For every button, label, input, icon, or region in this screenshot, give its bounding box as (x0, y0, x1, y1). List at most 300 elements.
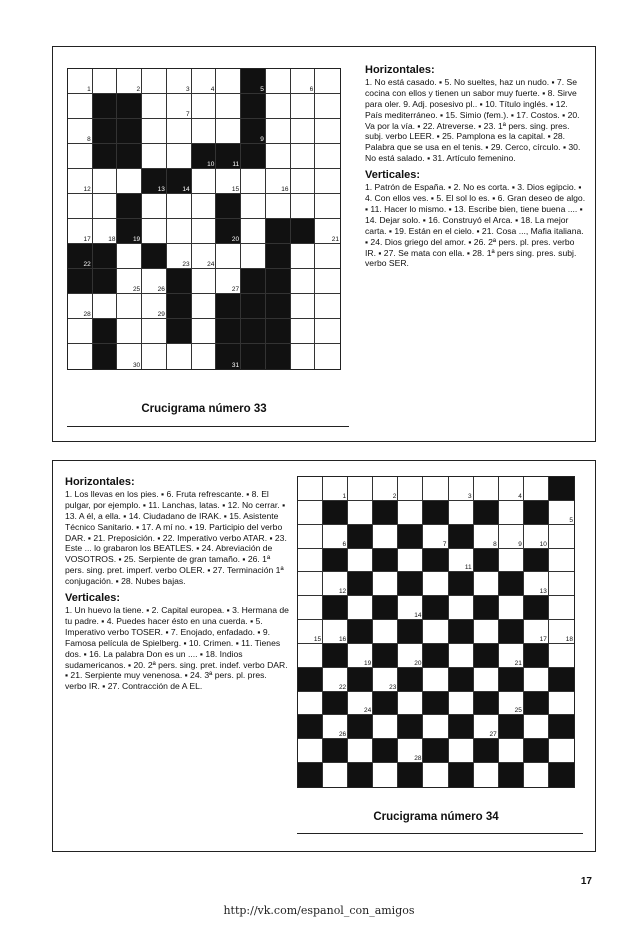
grid-cell[interactable] (524, 525, 549, 549)
clue-number: 2 (136, 86, 141, 93)
grid-cell-black (549, 668, 574, 692)
grid-cell-black (68, 269, 93, 294)
grid-cell-black (167, 169, 192, 194)
grid-cell[interactable] (474, 572, 499, 596)
clue-number: 9 (518, 540, 522, 548)
grid-cell-black (348, 525, 373, 549)
grid-cell-black (474, 596, 499, 620)
grid-cell[interactable] (398, 644, 423, 668)
grid-cell[interactable] (323, 715, 348, 739)
grid-cell[interactable] (142, 69, 167, 94)
footer-url: http://vk.com/espanol_con_amigos (223, 904, 415, 917)
grid-cell-black (474, 692, 499, 716)
grid-cell[interactable] (68, 69, 93, 94)
grid-cell[interactable] (93, 194, 118, 219)
grid-cell-black (499, 763, 524, 787)
grid-cell[interactable] (499, 549, 524, 573)
grid-cell[interactable] (266, 119, 291, 144)
grid-cell[interactable] (524, 620, 549, 644)
grid-cell-black (93, 119, 118, 144)
grid-cell[interactable] (192, 269, 217, 294)
grid-cell[interactable] (348, 477, 373, 501)
grid-cell-black (373, 739, 398, 763)
grid-cell-black (348, 668, 373, 692)
grid-cell[interactable] (423, 763, 448, 787)
grid-cell[interactable] (298, 477, 323, 501)
grid-cell[interactable] (298, 692, 323, 716)
grid-cell[interactable] (315, 94, 340, 119)
grid-cell[interactable] (266, 144, 291, 169)
grid-cell-black (524, 644, 549, 668)
grid-cell[interactable] (449, 644, 474, 668)
clue-number: 24 (364, 707, 372, 715)
grid-cell[interactable] (117, 269, 142, 294)
grid-cell[interactable] (93, 69, 118, 94)
grid-cell[interactable] (117, 294, 142, 319)
grid-cell[interactable] (291, 94, 316, 119)
grid-cell[interactable] (499, 477, 524, 501)
grid-cell[interactable] (315, 119, 340, 144)
clue-number: 24 (207, 261, 215, 268)
grid-cell-black (167, 269, 192, 294)
grid-cell-black (298, 668, 323, 692)
grid-cell[interactable] (93, 169, 118, 194)
grid-cell[interactable] (68, 144, 93, 169)
grid-cell[interactable] (549, 501, 574, 525)
horizontales-heading: Horizontales: (65, 476, 135, 488)
grid-cell[interactable] (474, 525, 499, 549)
grid-cell[interactable] (323, 668, 348, 692)
grid-cell[interactable] (449, 692, 474, 716)
grid-cell[interactable] (291, 319, 316, 344)
grid-cell-black (398, 620, 423, 644)
grid-cell[interactable] (192, 344, 217, 369)
clue-number: 17 (83, 236, 91, 243)
grid-cell[interactable] (298, 644, 323, 668)
clue-number: 29 (157, 311, 165, 318)
grid-cell[interactable] (192, 194, 217, 219)
grid-cell-black (423, 692, 448, 716)
grid-cell[interactable] (216, 119, 241, 144)
grid-cell[interactable] (449, 477, 474, 501)
grid-cell-black (398, 525, 423, 549)
grid-cell-black (266, 219, 291, 244)
clue-number: 27 (489, 731, 497, 739)
clue-number: 8 (87, 136, 91, 143)
grid-cell[interactable] (398, 549, 423, 573)
clue-number: 2 (392, 492, 397, 500)
grid-cell[interactable] (192, 219, 217, 244)
grid-cell-black (241, 69, 266, 94)
verticales-clues: 1. Patrón de España. ▪ 2. No es corta. ▪ 3. Dios egipcio. ▪ 4. Con ellos ves. ▪ 5. El sol lo es. ▪ 6. Gran deseo de algo. ▪ 11. Hacer lo mismo. ▪ 13. Escribe bien, tiene buena .... ▪ 14. Dejar solo. ▪ 16. Construyó el Arca. ▪ 18. La mejor carta. ▪ 19. Están en el cielo. ▪ 21. Cosa ..., Mafia italiana. ▪ 24. Dios griego del amor. ▪ 26. 2ª pers. pl. pres. verbo IR. ▪ 27. Se mata con ella. ▪ 28. 1ª pers sing. pres. subj. verbo SER. (365, 182, 586, 269)
grid-cell[interactable] (68, 194, 93, 219)
grid-cell-black (549, 715, 574, 739)
grid-cell-black (241, 319, 266, 344)
grid-cell[interactable] (549, 739, 574, 763)
horizontales-clues: 1. Los llevas en los pies. ▪ 6. Fruta refrescante. ▪ 8. El pulgar, por ejemplo. ▪ 11. Lanchas, latas. ▪ 12. No cerrar. ▪ 13. A él, a ella. ▪ 14. Ciudadano de IRAK. ▪ 15. Asistente Técnico Sanitario. ▪ 17. A mí no. ▪ 19. Participio del verbo DAR. ▪ 21. Preposición. ▪ 22. Imperativo verbo ATAR. ▪ 23. Este ... lo grabaron los BEATLES. ▪ 24. Abreviación de VOSOTROS. ▪ 25. Serpiente de gran tamaño. ▪ 26. 1ª pers. sing. pret. imperf. verbo OLER. ▪ 27. Terminación 1ª conjugación. ▪ 28. Nubes bajas. (65, 488, 287, 587)
clue-number: 6 (342, 540, 347, 548)
grid-cell-black (167, 319, 192, 344)
grid-cell[interactable] (524, 715, 549, 739)
grid-cell[interactable] (192, 169, 217, 194)
grid-cell[interactable] (315, 294, 340, 319)
grid-cell[interactable] (117, 319, 142, 344)
grid-cell[interactable] (167, 119, 192, 144)
clue-number: 14 (182, 186, 190, 193)
clue-number: 31 (231, 362, 240, 369)
grid-cell[interactable] (549, 572, 574, 596)
grid-cell-black (117, 219, 142, 244)
grid-cell[interactable] (291, 294, 316, 319)
crossword-33-clues (365, 65, 587, 275)
grid-cell[interactable] (315, 269, 340, 294)
grid-cell[interactable] (291, 144, 316, 169)
grid-cell-black (474, 549, 499, 573)
grid-cell[interactable] (142, 319, 167, 344)
grid-cell-black (524, 596, 549, 620)
grid-cell-black (266, 294, 291, 319)
grid-cell[interactable] (423, 572, 448, 596)
grid-cell[interactable] (398, 477, 423, 501)
grid-cell[interactable] (348, 644, 373, 668)
grid-cell[interactable] (323, 763, 348, 787)
grid-cell[interactable] (167, 244, 192, 269)
grid-cell[interactable] (291, 244, 316, 269)
grid-cell[interactable] (315, 344, 340, 369)
grid-cell[interactable] (241, 169, 266, 194)
grid-cell[interactable] (167, 219, 192, 244)
grid-cell[interactable] (449, 739, 474, 763)
grid-cell[interactable] (373, 477, 398, 501)
grid-cell[interactable] (373, 525, 398, 549)
crossword-34-grid (297, 476, 575, 788)
clue-number: 12 (338, 588, 347, 596)
grid-cell[interactable] (348, 692, 373, 716)
clue-number: 21 (514, 659, 522, 667)
grid-cell-black (323, 596, 348, 620)
clue-number: 18 (108, 236, 116, 243)
grid-cell[interactable] (348, 501, 373, 525)
grid-cell[interactable] (315, 144, 340, 169)
verticales-clues: 1. Un huevo la tiene. ▪ 2. Capital europea. ▪ 3. Hermana de tu padre. ▪ 4. Puedes hacer ésto en una cuerda. ▪ 5. Imperativo verbo TOSER. ▪ 7. Enojado, enfadado. ▪ 9. Famosa película de Spielberg. ▪ 10. Crimen. ▪ 11. Tienes dos. ▪ 16. La palabra Don es un .... ▪ 18. Indios sudamericanos. ▪ 20. 2ª pers. sing. pret. indef. verbo DAR. ▪ 21. Serpiente muy venenosa. ▪ 24. 3ª pers. pl. pres. verbo IR. ▪ 27. Contracción de A EL. (65, 604, 289, 692)
grid-cell[interactable] (167, 94, 192, 119)
grid-cell[interactable] (291, 344, 316, 369)
grid-cell-black (298, 715, 323, 739)
grid-cell[interactable] (499, 692, 524, 716)
grid-cell[interactable] (323, 572, 348, 596)
verticales-heading: Verticales: (365, 169, 421, 182)
clue-number: 18 (565, 635, 573, 643)
grid-cell[interactable] (499, 525, 524, 549)
horizontales-clues: 1. No está casado. ▪ 5. No sueltes, haz un nudo. ▪ 7. Se cocina con ellos y tienen un sabor muy fuerte. ▪ 8. Sirve para oler. 9. Adj. posesivo pl.. ▪ 10. Título inglés. ▪ 12. País mediterráneo. ▪ 15. Simio (fem.). ▪ 17. Costos. ▪ 20. Va por la vía. ▪ 22. Atreverse. ▪ 23. 1ª pers. sing. pres. subj. verbo LEER. ▪ 25. Pamplona es la capital. ▪ 28. Palabra que se usa en el tenis. ▪ 29. Cerco, círculo. ▪ 30. No está salado. ▪ 31. Artículo femenino. (365, 76, 581, 164)
caption-rule (297, 833, 583, 834)
grid-cell[interactable] (524, 572, 549, 596)
grid-cell-black (449, 763, 474, 787)
grid-cell[interactable] (323, 620, 348, 644)
clue-number: 8 (493, 540, 497, 548)
grid-cell[interactable] (373, 715, 398, 739)
grid-cell[interactable] (549, 525, 574, 549)
horizontales-heading: Horizontales: (365, 64, 435, 76)
grid-cell[interactable] (549, 620, 574, 644)
grid-cell-black (93, 94, 118, 119)
clue-number: 23 (182, 261, 190, 268)
crossword-33-caption: Crucigrama número 33 (141, 403, 267, 415)
grid-cell[interactable] (499, 739, 524, 763)
grid-cell-black (499, 715, 524, 739)
grid-cell-black (266, 344, 291, 369)
grid-cell[interactable] (474, 763, 499, 787)
grid-cell[interactable] (142, 219, 167, 244)
grid-cell-black (449, 525, 474, 549)
grid-cell[interactable] (117, 244, 142, 269)
grid-cell-black (241, 144, 266, 169)
grid-cell[interactable] (192, 294, 217, 319)
grid-cell[interactable] (524, 477, 549, 501)
clue-number: 9 (260, 136, 264, 143)
grid-cell[interactable] (291, 119, 316, 144)
grid-cell[interactable] (474, 715, 499, 739)
grid-cell-black (93, 244, 118, 269)
grid-cell[interactable] (315, 244, 340, 269)
grid-cell[interactable] (266, 194, 291, 219)
clue-number: 11 (464, 564, 472, 572)
grid-cell[interactable] (298, 572, 323, 596)
grid-cell[interactable] (398, 596, 423, 620)
grid-cell-black (241, 119, 266, 144)
grid-cell-black (241, 294, 266, 319)
clue-number: 17 (539, 635, 547, 643)
grid-cell-black (423, 644, 448, 668)
grid-cell[interactable] (423, 715, 448, 739)
grid-cell-black (398, 715, 423, 739)
grid-cell-black (474, 501, 499, 525)
clue-number: 4 (210, 86, 215, 93)
grid-cell[interactable] (216, 94, 241, 119)
grid-cell[interactable] (266, 169, 291, 194)
page-number: 17 (580, 876, 592, 887)
grid-cell-black (474, 739, 499, 763)
grid-cell[interactable] (549, 644, 574, 668)
grid-cell[interactable] (68, 294, 93, 319)
grid-cell[interactable] (291, 69, 316, 94)
grid-cell-black (373, 501, 398, 525)
clue-number: 15 (231, 186, 240, 193)
grid-cell[interactable] (192, 94, 217, 119)
grid-cell[interactable] (423, 525, 448, 549)
crossword-33-grid (67, 68, 341, 370)
grid-cell[interactable] (474, 477, 499, 501)
grid-cell[interactable] (315, 69, 340, 94)
caption-rule (67, 426, 349, 427)
grid-cell[interactable] (398, 501, 423, 525)
clue-number: 13 (539, 588, 547, 596)
clue-number: 19 (364, 659, 372, 667)
clue-number: 28 (414, 755, 422, 763)
grid-cell-black (373, 644, 398, 668)
grid-cell-black (348, 620, 373, 644)
grid-cell[interactable] (348, 739, 373, 763)
grid-cell[interactable] (298, 549, 323, 573)
grid-cell[interactable] (117, 69, 142, 94)
grid-cell[interactable] (68, 169, 93, 194)
grid-cell[interactable] (192, 69, 217, 94)
grid-cell[interactable] (423, 668, 448, 692)
grid-cell-black (241, 94, 266, 119)
grid-cell[interactable] (449, 549, 474, 573)
grid-cell-black (524, 549, 549, 573)
grid-cell-black (93, 319, 118, 344)
grid-cell[interactable] (241, 244, 266, 269)
grid-cell[interactable] (216, 69, 241, 94)
clue-number: 28 (83, 311, 91, 318)
grid-cell[interactable] (298, 525, 323, 549)
crossword-34-caption: Crucigrama número 34 (373, 811, 499, 823)
grid-cell[interactable] (291, 269, 316, 294)
clue-number: 5 (260, 86, 264, 93)
grid-cell[interactable] (474, 668, 499, 692)
grid-cell[interactable] (524, 763, 549, 787)
clue-number: 12 (83, 186, 91, 193)
grid-cell-black (323, 501, 348, 525)
grid-cell[interactable] (241, 219, 266, 244)
verticales-heading: Verticales: (65, 592, 121, 605)
grid-cell[interactable] (298, 501, 323, 525)
grid-cell[interactable] (142, 294, 167, 319)
grid-cell[interactable] (142, 119, 167, 144)
grid-cell-black (449, 668, 474, 692)
grid-cell[interactable] (68, 344, 93, 369)
grid-cell-black (216, 294, 241, 319)
grid-cell-black (266, 319, 291, 344)
grid-cell[interactable] (142, 94, 167, 119)
grid-cell[interactable] (315, 219, 340, 244)
grid-cell[interactable] (298, 620, 323, 644)
clue-number: 20 (231, 236, 240, 243)
grid-cell-black (241, 269, 266, 294)
grid-cell-black (423, 501, 448, 525)
grid-cell[interactable] (398, 739, 423, 763)
grid-cell[interactable] (398, 692, 423, 716)
grid-cell[interactable] (449, 596, 474, 620)
grid-cell[interactable] (68, 319, 93, 344)
grid-cell[interactable] (474, 620, 499, 644)
grid-cell[interactable] (117, 169, 142, 194)
grid-cell[interactable] (167, 344, 192, 369)
grid-cell[interactable] (373, 572, 398, 596)
grid-cell-black (423, 549, 448, 573)
grid-cell[interactable] (323, 525, 348, 549)
grid-cell[interactable] (499, 644, 524, 668)
grid-cell[interactable] (423, 477, 448, 501)
grid-cell[interactable] (524, 668, 549, 692)
grid-cell[interactable] (192, 319, 217, 344)
grid-cell[interactable] (192, 119, 217, 144)
grid-cell[interactable] (373, 763, 398, 787)
grid-cell[interactable] (266, 94, 291, 119)
grid-cell[interactable] (315, 194, 340, 219)
grid-cell[interactable] (549, 692, 574, 716)
grid-cell[interactable] (167, 194, 192, 219)
grid-cell[interactable] (167, 144, 192, 169)
grid-cell-black (449, 620, 474, 644)
grid-cell[interactable] (142, 144, 167, 169)
grid-cell[interactable] (266, 69, 291, 94)
grid-cell[interactable] (315, 319, 340, 344)
clue-number: 25 (514, 707, 522, 715)
grid-cell[interactable] (373, 668, 398, 692)
grid-cell[interactable] (117, 344, 142, 369)
grid-cell-black (216, 319, 241, 344)
grid-cell[interactable] (68, 119, 93, 144)
grid-cell[interactable] (93, 219, 118, 244)
clue-number: 16 (338, 635, 347, 643)
grid-cell[interactable] (142, 269, 167, 294)
clue-number: 21 (331, 236, 339, 243)
grid-cell[interactable] (68, 94, 93, 119)
crossword-34-clues (65, 477, 289, 698)
grid-cell-black (117, 144, 142, 169)
grid-cell-black (117, 94, 142, 119)
grid-cell[interactable] (348, 549, 373, 573)
grid-cell[interactable] (68, 219, 93, 244)
grid-cell[interactable] (315, 169, 340, 194)
clue-number: 3 (186, 86, 190, 93)
grid-cell-black (398, 668, 423, 692)
clue-number: 16 (281, 186, 289, 193)
grid-cell-black (524, 692, 549, 716)
grid-cell[interactable] (423, 620, 448, 644)
grid-cell[interactable] (216, 169, 241, 194)
grid-cell[interactable] (93, 294, 118, 319)
grid-cell-black (499, 572, 524, 596)
grid-cell-black (323, 549, 348, 573)
clue-number: 5 (569, 516, 573, 524)
grid-cell-black (348, 572, 373, 596)
grid-cell[interactable] (348, 596, 373, 620)
grid-cell[interactable] (216, 269, 241, 294)
grid-cell-black (348, 715, 373, 739)
grid-cell[interactable] (499, 596, 524, 620)
grid-cell[interactable] (449, 501, 474, 525)
grid-cell[interactable] (192, 244, 217, 269)
grid-cell[interactable] (167, 69, 192, 94)
clue-number: 10 (539, 540, 547, 548)
grid-cell[interactable] (499, 501, 524, 525)
grid-cell[interactable] (549, 549, 574, 573)
grid-cell[interactable] (216, 244, 241, 269)
grid-cell-black (117, 119, 142, 144)
grid-cell-black (449, 715, 474, 739)
grid-cell[interactable] (241, 194, 266, 219)
clue-number: 26 (338, 731, 347, 739)
grid-cell[interactable] (291, 194, 316, 219)
grid-cell[interactable] (291, 169, 316, 194)
grid-cell[interactable] (142, 344, 167, 369)
grid-cell-black (216, 194, 241, 219)
grid-cell[interactable] (298, 596, 323, 620)
grid-cell-black (499, 620, 524, 644)
grid-cell[interactable] (142, 194, 167, 219)
grid-cell-black (266, 244, 291, 269)
grid-cell[interactable] (549, 596, 574, 620)
grid-cell-black (93, 344, 118, 369)
grid-cell[interactable] (323, 477, 348, 501)
crossword-33-panel (52, 46, 596, 442)
grid-cell[interactable] (298, 739, 323, 763)
grid-cell-black (291, 219, 316, 244)
grid-cell[interactable] (373, 620, 398, 644)
